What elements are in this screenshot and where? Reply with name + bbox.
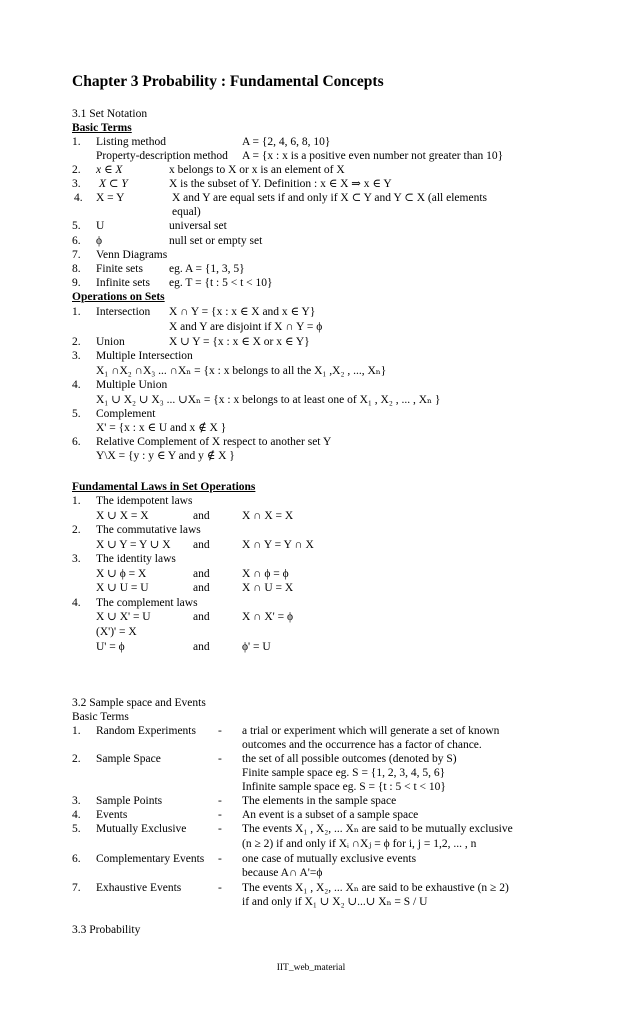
row-formula: X₁ ∪ X₂ ∪ X₃ ... ∪Xₙ = {x : x belongs to at least one of X₁ , X₂ , ... , Xₙ }: [96, 394, 441, 406]
row-term: Exhaustive Events: [96, 882, 182, 894]
row-term: Multiple Intersection: [96, 350, 193, 362]
law-and: and: [193, 568, 210, 580]
page-title: Chapter 3 Probability : Fundamental Concepts: [72, 73, 384, 90]
row-term: Mutually Exclusive: [96, 823, 187, 835]
law-and: and: [193, 510, 210, 522]
row-desc: (n ≥ 2) if and only if Xᵢ ∩Xⱼ = ϕ for i, j = 1,2, ... , n: [242, 838, 477, 850]
row-num: 4.: [72, 597, 81, 609]
row-term: X = Y: [96, 192, 125, 204]
row-formula: X₁ ∩X₂ ∩X₃ ... ∩Xₙ = {x : x belongs to all the X₁ ,X₂ , ..., Xₙ}: [96, 365, 387, 377]
law-name: The idempotent laws: [96, 495, 193, 507]
row-num: 2.: [72, 336, 81, 348]
row-formula: Y\X = {y : y ∈ Y and y ∉ X }: [96, 450, 235, 462]
law-name: The identity laws: [96, 553, 176, 565]
row-desc: The events X₁ , X₂, ... Xₙ are said to be exhaustive (n ≥ 2): [242, 882, 509, 894]
row-num: 4.: [72, 379, 81, 391]
row-term: ϕ: [96, 235, 103, 247]
row-desc: eg. A = {1, 3, 5}: [169, 263, 245, 275]
row-term: Sample Space: [96, 753, 161, 765]
row-num: 3.: [72, 350, 81, 362]
row-dash: -: [218, 809, 222, 821]
row-desc: x belongs to X or x is an element of X: [169, 164, 345, 176]
row-num: 2.: [72, 753, 81, 765]
page-footer: IIT_web_material: [276, 963, 346, 973]
row-term: Infinite sets: [96, 277, 150, 289]
row-num: 6.: [72, 436, 81, 448]
row-num: 5.: [72, 823, 81, 835]
row-term: Listing method: [96, 136, 166, 148]
section-3-2-heading: 3.2 Sample space and Events: [72, 697, 206, 709]
row-dash: -: [218, 823, 222, 835]
row-desc: X is the subset of Y. Definition : x ∈ X ⇒ x ∈ Y: [169, 178, 392, 190]
row-desc: a trial or experiment which will generate a set of known: [242, 725, 500, 737]
law-and: and: [193, 582, 210, 594]
operations-heading: Operations on Sets: [72, 291, 165, 303]
row-term: Sample Points: [96, 795, 163, 807]
row-term: Relative Complement of X respect to another set Y: [96, 436, 332, 448]
row-term: X ⊂ Y: [99, 178, 128, 190]
law-right: X ∩ ϕ = ϕ: [242, 568, 289, 580]
row-desc: because A∩ A'=ϕ: [242, 867, 323, 879]
row-desc: X ∩ Y = {x : x ∈ X and x ∈ Y}: [169, 306, 316, 318]
row-term: x ∈ X: [96, 164, 123, 176]
row-num: 7.: [72, 882, 81, 894]
row-term: Random Experiments: [96, 725, 196, 737]
row-desc: A = {2, 4, 6, 8, 10}: [242, 136, 331, 148]
row-formula: X' = {x : x ∈ U and x ∉ X }: [96, 422, 227, 434]
row-term: Complement: [96, 408, 156, 420]
law-right: X ∩ U = X: [242, 582, 294, 594]
row-num: 1.: [72, 725, 81, 737]
section-3-3-heading: 3.3 Probability: [72, 924, 141, 936]
row-desc: The elements in the sample space: [242, 795, 397, 807]
law-name: The complement laws: [96, 597, 198, 609]
law-and: and: [193, 611, 210, 623]
law-right: X ∩ X' = ϕ: [242, 611, 294, 623]
law-left: X ∪ X = X: [96, 510, 149, 522]
row-desc: equal): [172, 206, 201, 218]
row-term: Venn Diagrams: [96, 249, 168, 261]
row-desc: universal set: [169, 220, 227, 232]
row-desc: outcomes and the occurrence has a factor of chance.: [242, 739, 482, 751]
law-left: X ∪ X' = U: [96, 611, 151, 623]
row-dash: -: [218, 753, 222, 765]
row-desc: the set of all possible outcomes (denoted by S): [242, 753, 457, 765]
row-term: Union: [96, 336, 125, 348]
row-num: 7.: [72, 249, 81, 261]
row-dash: -: [218, 882, 222, 894]
section-3-1-heading: 3.1 Set Notation: [72, 108, 148, 120]
row-desc: null set or empty set: [169, 235, 263, 247]
row-num: 2.: [72, 164, 81, 176]
row-num: 9.: [72, 277, 81, 289]
row-num: 5.: [72, 220, 81, 232]
basic-terms-label: Basic Terms: [72, 711, 129, 723]
row-term: U: [96, 220, 105, 232]
row-num: 3.: [72, 795, 81, 807]
law-and: and: [193, 641, 210, 653]
laws-heading: Fundamental Laws in Set Operations: [72, 481, 256, 493]
row-num: 1.: [72, 136, 81, 148]
row-term: Property-description method: [96, 150, 228, 162]
row-num: 3.: [72, 553, 81, 565]
law-left: X ∪ ϕ = X: [96, 568, 147, 580]
basic-terms-heading: Basic Terms: [72, 122, 132, 134]
law-right: X ∩ X = X: [242, 510, 294, 522]
row-dash: -: [218, 853, 222, 865]
row-desc: one case of mutually exclusive events: [242, 853, 417, 865]
row-desc: X ∪ Y = {x : x ∈ X or x ∈ Y}: [169, 336, 310, 348]
row-desc: X and Y are disjoint if X ∩ Y = ϕ: [169, 321, 323, 333]
row-num: 8.: [72, 263, 81, 275]
law-and: and: [193, 539, 210, 551]
row-num: 2.: [72, 524, 81, 536]
row-desc: if and only if X₁ ∪ X₂ ∪...∪ Xₙ = S / U: [242, 896, 428, 908]
law-right: ϕ' = U: [242, 641, 271, 653]
law-left: X ∪ Y = Y ∪ X: [96, 539, 171, 551]
row-desc: Finite sample space eg. S = {1, 2, 3, 4, 5, 6}: [242, 767, 446, 779]
row-term: Multiple Union: [96, 379, 168, 391]
row-num: 3.: [72, 178, 81, 190]
row-desc: eg. T = {t : 5 < t < 10}: [169, 277, 273, 289]
row-term: Finite sets: [96, 263, 143, 275]
row-num: 4.: [74, 192, 83, 204]
row-desc: An event is a subset of a sample space: [242, 809, 419, 821]
row-desc: X and Y are equal sets if and only if X ⊂ Y and Y ⊂ X (all elements: [172, 192, 487, 204]
row-num: 1.: [72, 495, 81, 507]
law-right: X ∩ Y = Y ∩ X: [242, 539, 314, 551]
row-num: 4.: [72, 809, 81, 821]
row-desc: The events X₁ , X₂, ... Xₙ are said to be mutually exclusive: [242, 823, 513, 835]
row-term: Intersection: [96, 306, 151, 318]
law-left: X ∪ U = U: [96, 582, 149, 594]
row-num: 6.: [72, 235, 81, 247]
row-desc: A = {x : x is a positive even number not greater than 10}: [242, 150, 504, 162]
law-name: The commutative laws: [96, 524, 201, 536]
row-term: Complementary Events: [96, 853, 205, 865]
row-num: 6.: [72, 853, 81, 865]
row-num: 5.: [72, 408, 81, 420]
row-desc: Infinite sample space eg. S = {t : 5 < t < 10}: [242, 781, 446, 793]
row-dash: -: [218, 725, 222, 737]
row-num: 1.: [72, 306, 81, 318]
law-left: (X')' = X: [96, 626, 137, 638]
row-term: Events: [96, 809, 128, 821]
law-left: U' = ϕ: [96, 641, 125, 653]
row-dash: -: [218, 795, 222, 807]
